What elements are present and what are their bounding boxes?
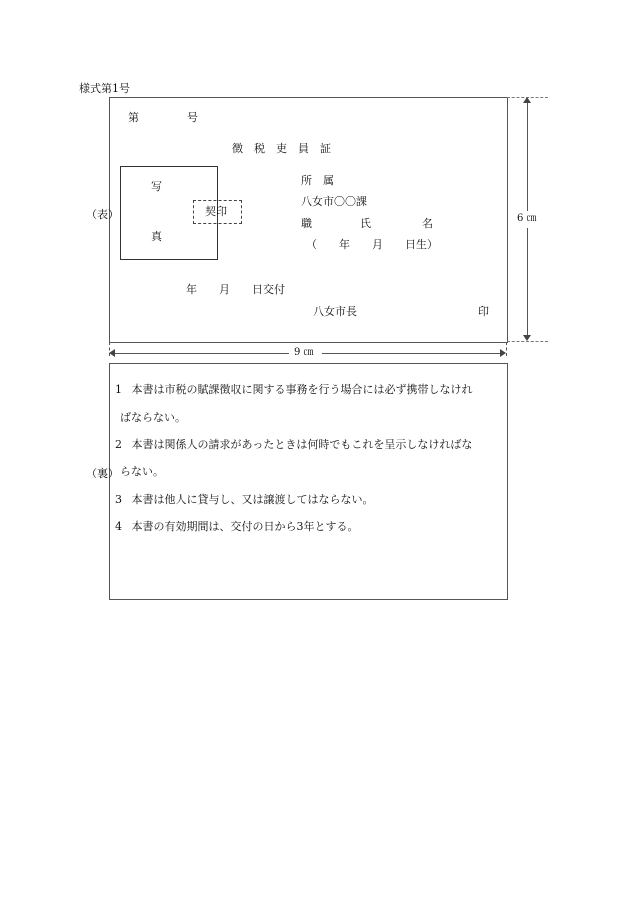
height-arrow-down	[523, 335, 531, 341]
note-1-cont: ばならない。	[120, 411, 186, 424]
note-1	[115, 381, 503, 397]
front-side-label: （表）	[86, 208, 119, 221]
width-line-left	[111, 353, 289, 354]
stamp-mark: 印	[478, 305, 489, 318]
note-2	[115, 436, 503, 452]
dept-label: 所 属	[301, 174, 334, 187]
height-dim-label: 6 ㎝	[517, 213, 537, 224]
seal-label: 契印	[205, 205, 227, 218]
name-label: 氏	[360, 217, 371, 230]
width-arrow-left	[109, 349, 115, 357]
height-arrow-up	[523, 97, 531, 103]
number-prefix: 第	[128, 111, 139, 124]
photo-char-1: 写	[151, 180, 162, 193]
note-text: 本書は市税の賦課徴収に関する事務を行う場合には必ず携帯しなけれ	[131, 383, 473, 396]
dept-value: 八女市〇〇課	[301, 195, 367, 208]
note-number: 1	[115, 383, 122, 396]
width-dim-label: 9 ㎝	[294, 347, 314, 358]
note-4	[115, 518, 503, 534]
form-label: 様式第1号	[79, 82, 130, 95]
number-suffix: 号	[187, 111, 198, 124]
card-title: 徴 税 吏 員 証	[232, 142, 331, 155]
back-card	[109, 363, 508, 600]
note-number: 4	[115, 520, 122, 533]
name-suffix: 名	[422, 217, 433, 230]
height-ext-bottom	[507, 341, 548, 342]
note-text: 本書は他人に貸与し、又は譲渡してはならない。	[131, 493, 374, 506]
note-2-cont: らない。	[120, 465, 164, 478]
height-line-bottom	[527, 228, 528, 339]
birth-date: （ 年 月 日生）	[306, 238, 438, 251]
back-side-label: （裏）	[86, 467, 119, 480]
note-number: 2	[115, 438, 122, 451]
height-line-top	[527, 99, 528, 211]
note-number: 3	[115, 493, 122, 506]
width-line-right	[322, 353, 504, 354]
width-ext-right	[506, 342, 507, 356]
width-arrow-right	[500, 349, 506, 357]
issuer: 八女市長	[313, 305, 357, 318]
job-label: 職	[301, 217, 312, 230]
note-text: 本書は関係人の請求があったときは何時でもこれを呈示しなければな	[131, 438, 473, 451]
issue-date: 年 月 日交付	[186, 283, 285, 296]
note-3	[115, 491, 503, 507]
note-text: 本書の有効期間は、交付の日から3年とする。	[131, 520, 359, 533]
photo-char-2: 真	[151, 230, 162, 243]
